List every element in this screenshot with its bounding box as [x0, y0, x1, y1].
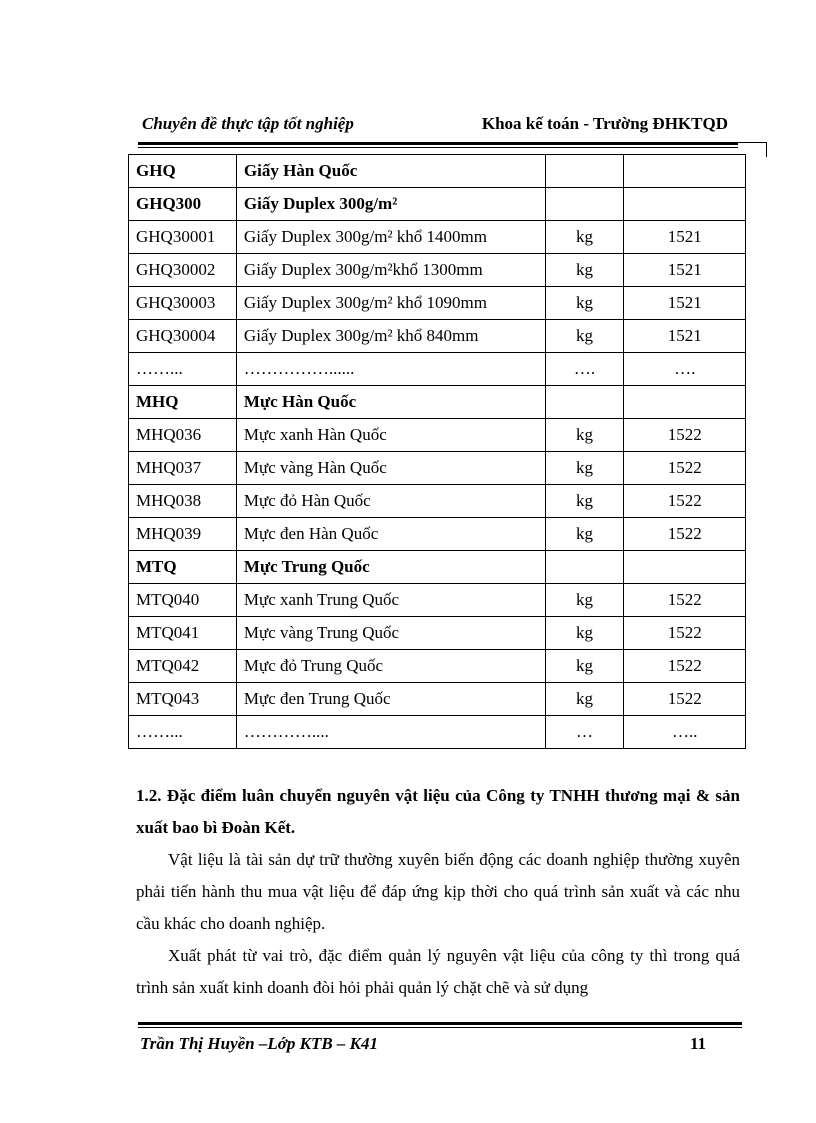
- material-code-cell: MHQ: [129, 386, 237, 419]
- material-name-cell: Giấy Duplex 300g/m²: [236, 188, 545, 221]
- material-name-cell: Giấy Duplex 300g/m²khổ 1300mm: [236, 254, 545, 287]
- material-code-cell: GHQ30002: [129, 254, 237, 287]
- unit-cell: [545, 155, 624, 188]
- footer-rule-thin: [138, 1027, 742, 1028]
- table-row: [129, 254, 746, 287]
- page-number: 11: [690, 1034, 707, 1053]
- footer-rule-thick: [138, 1022, 742, 1025]
- unit-cell: [545, 386, 624, 419]
- account-cell: …..: [624, 716, 746, 749]
- material-code-cell: MTQ: [129, 551, 237, 584]
- header-rule-thin: [138, 147, 738, 148]
- table-row: [129, 584, 746, 617]
- material-name-cell: Giấy Hàn Quốc: [236, 155, 545, 188]
- material-name-cell: Mực đen Trung Quốc: [236, 683, 545, 716]
- material-name-cell: Mực vàng Hàn Quốc: [236, 452, 545, 485]
- account-cell: 1521: [624, 287, 746, 320]
- paragraph: Xuất phát từ vai trò, đặc điểm quản lý nguyên vật liệu của công ty thì trong quá trình sản xuất kinh doanh đòi hỏi phải quản lý chặt chẽ và sử dụng: [136, 946, 740, 997]
- unit-cell: …: [545, 716, 624, 749]
- table-row: [129, 155, 746, 188]
- table-row: [129, 683, 746, 716]
- account-cell: [624, 188, 746, 221]
- table-row: [129, 320, 746, 353]
- materials-table: [128, 154, 746, 749]
- unit-cell: kg: [545, 320, 624, 353]
- material-code-cell: GHQ30003: [129, 287, 237, 320]
- material-name-cell: Giấy Duplex 300g/m² khổ 1090mm: [236, 287, 545, 320]
- unit-cell: kg: [545, 485, 624, 518]
- unit-cell: kg: [545, 683, 624, 716]
- table-row: [129, 518, 746, 551]
- material-code-cell: GHQ30001: [129, 221, 237, 254]
- material-code-cell: MHQ039: [129, 518, 237, 551]
- header-title: Chuyên đề thực tập tốt nghiệp: [142, 114, 354, 133]
- material-name-cell: …………....: [236, 716, 545, 749]
- unit-cell: [545, 188, 624, 221]
- material-code-cell: MTQ041: [129, 617, 237, 650]
- account-cell: 1521: [624, 320, 746, 353]
- account-cell: 1522: [624, 419, 746, 452]
- account-cell: 1522: [624, 617, 746, 650]
- table-row: [129, 419, 746, 452]
- account-cell: 1521: [624, 221, 746, 254]
- material-name-cell: Mực đỏ Hàn Quốc: [236, 485, 545, 518]
- material-name-cell: Mực xanh Hàn Quốc: [236, 419, 545, 452]
- account-cell: 1522: [624, 650, 746, 683]
- account-cell: [624, 386, 746, 419]
- material-name-cell: Mực đen Hàn Quốc: [236, 518, 545, 551]
- material-code-cell: ……...: [129, 353, 237, 386]
- header-rule-thick: [138, 142, 738, 145]
- account-cell: 1521: [624, 254, 746, 287]
- table-row: [129, 617, 746, 650]
- material-code-cell: ……...: [129, 716, 237, 749]
- material-code-cell: MHQ036: [129, 419, 237, 452]
- table-row: [129, 452, 746, 485]
- table-row: [129, 188, 746, 221]
- account-cell: 1522: [624, 518, 746, 551]
- material-code-cell: MTQ042: [129, 650, 237, 683]
- material-name-cell: Mực vàng Trung Quốc: [236, 617, 545, 650]
- material-name-cell: Mực Trung Quốc: [236, 551, 545, 584]
- unit-cell: [545, 551, 624, 584]
- material-name-cell: ……………......: [236, 353, 545, 386]
- account-cell: ….: [624, 353, 746, 386]
- material-code-cell: GHQ: [129, 155, 237, 188]
- table-row: [129, 716, 746, 749]
- material-code-cell: GHQ30004: [129, 320, 237, 353]
- unit-cell: kg: [545, 617, 624, 650]
- unit-cell: kg: [545, 254, 624, 287]
- unit-cell: kg: [545, 287, 624, 320]
- material-name-cell: Giấy Duplex 300g/m² khổ 840mm: [236, 320, 545, 353]
- material-code-cell: MTQ040: [129, 584, 237, 617]
- footer-author: Trần Thị Huyền –Lớp KTB – K41: [140, 1034, 379, 1053]
- section-1-2: [136, 780, 740, 1004]
- unit-cell: kg: [545, 584, 624, 617]
- unit-cell: ….: [545, 353, 624, 386]
- account-cell: [624, 551, 746, 584]
- page-header: [138, 112, 742, 138]
- material-name-cell: Giấy Duplex 300g/m² khổ 1400mm: [236, 221, 545, 254]
- table-row: [129, 551, 746, 584]
- table-row: [129, 287, 746, 320]
- unit-cell: kg: [545, 452, 624, 485]
- material-name-cell: Mực xanh Trung Quốc: [236, 584, 545, 617]
- unit-cell: kg: [545, 650, 624, 683]
- table-row: [129, 650, 746, 683]
- material-code-cell: GHQ300: [129, 188, 237, 221]
- account-cell: 1522: [624, 485, 746, 518]
- table-row: [129, 221, 746, 254]
- unit-cell: kg: [545, 221, 624, 254]
- header-department: Khoa kế toán - Trường ĐHKTQD: [481, 114, 728, 133]
- material-code-cell: MHQ038: [129, 485, 237, 518]
- paragraph: Vật liệu là tài sản dự trữ thường xuyên biến động các doanh nghiệp thường xuyên phải tiến hành thu mua vật liệu để đáp ứng kịp thời cho quá trình sản xuất và các nhu cầu khác cho doanh nghiệp.: [136, 850, 740, 933]
- account-cell: [624, 155, 746, 188]
- table-row: [129, 353, 746, 386]
- unit-cell: kg: [545, 419, 624, 452]
- material-code-cell: MHQ037: [129, 452, 237, 485]
- account-cell: 1522: [624, 452, 746, 485]
- account-cell: 1522: [624, 584, 746, 617]
- account-cell: 1522: [624, 683, 746, 716]
- material-name-cell: Mực đỏ Trung Quốc: [236, 650, 545, 683]
- section-heading: 1.2. Đặc điểm luân chuyển nguyên vật liệu của Công ty TNHH thương mại & sản xuất bao bì Đoàn Kết.: [136, 786, 740, 837]
- unit-cell: kg: [545, 518, 624, 551]
- material-name-cell: Mực Hàn Quốc: [236, 386, 545, 419]
- table-row: [129, 386, 746, 419]
- table-row: [129, 485, 746, 518]
- material-code-cell: MTQ043: [129, 683, 237, 716]
